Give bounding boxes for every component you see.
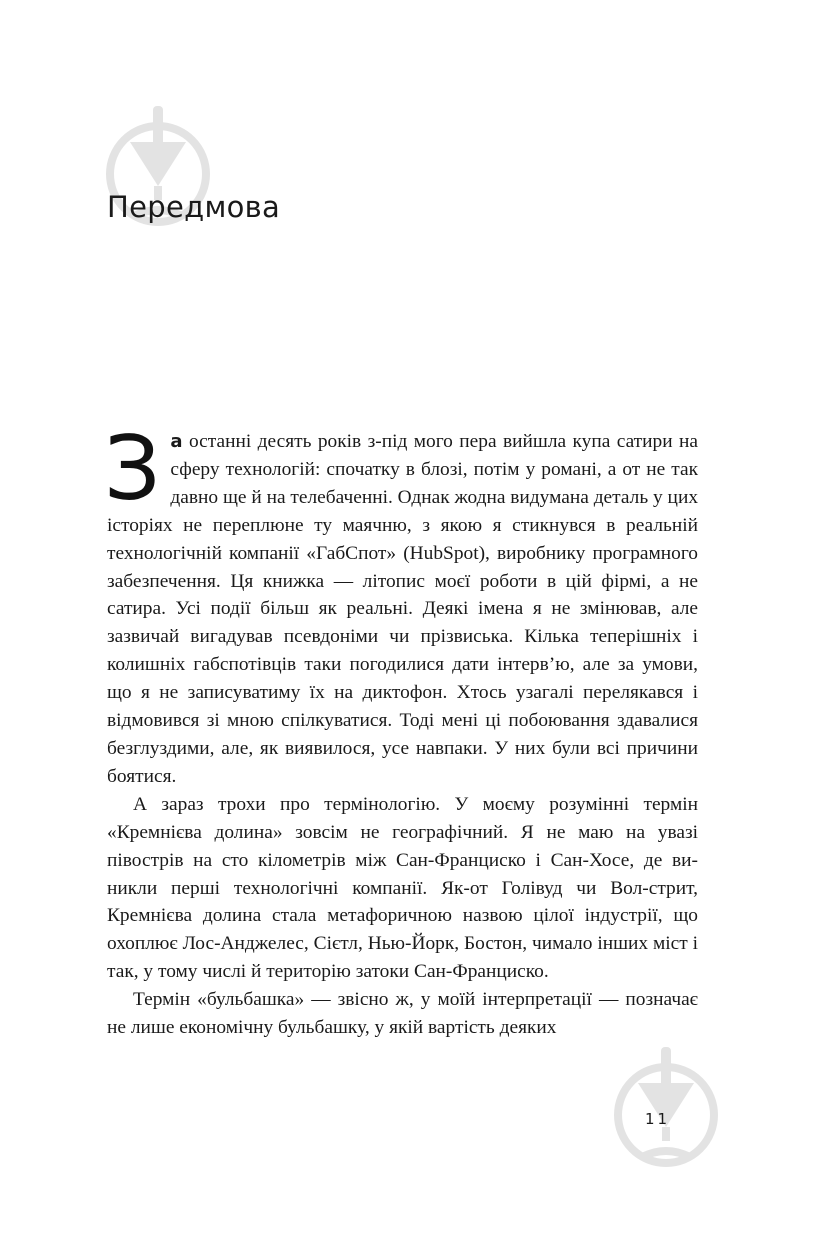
page-number: 11	[645, 1110, 671, 1128]
drop-cap: З	[104, 417, 161, 520]
paragraph-1-text: останні десять років з-під мого пера вийшла купа сатири на сферу технологій: спочатку в блозі, потім у романі, а от не так давно ще й на телебаченні. Однак жодна видумана деталь у цих історіях не переплюне ту маячню, з якою я стикнувся в реальній технологічній компанії «ГабСпот» (HubSpot), виробнику програмного забезпечення. Ця книжка — літопис моєї роботи в цій фірмі, а не сатира. Усі події більш як реальні. Деякі імена я не змінював, але зазвичай вигадував псевдоніми чи прізвиська. Кілька теперішніх і колишніх габспотівців таки погодилися дати інтерв’ю, але за умови, що я не записуватиму їх на диктофон. Хтось узагалі перелякався і відмовився зі мною спілкуватися. Тоді мені ці побоювання здавалися безглуздими, але, як виявилося, усе навпаки. У них були всі причини боятися.	[107, 431, 699, 787]
paragraph-3: Термін «бульбашка» — звісно ж, у моїй інтерпретації — позначає не лише економічну бульбашку, у якій вартість деяких	[107, 989, 698, 1039]
chapter-title: Передмова	[107, 190, 281, 224]
paragraph-2: А зараз трохи про термінологію. У моєму розумінні термін «Кремнієва долина» зовсім не географічний. Я не маю на увазі півострів на сто кілометрів між Сан-Франциско і Сан-Хосе, де виникли перші технологічні компанії. Як-от Голівуд чи Вол-стрит, Кремнієва долина стала метафоричною назвою цілої індустрії, що охоплює Лос-Анджелес, Сієтл, Нью-Йорк, Бостон, чимало інших міст і так, у тому числі й територію затоки Сан-Франциско.	[107, 793, 698, 983]
first-word: а	[170, 431, 183, 452]
pen-nib-watermark-bottom-icon	[612, 1045, 724, 1169]
body-text	[104, 417, 699, 1042]
paragraph-1	[104, 417, 699, 791]
